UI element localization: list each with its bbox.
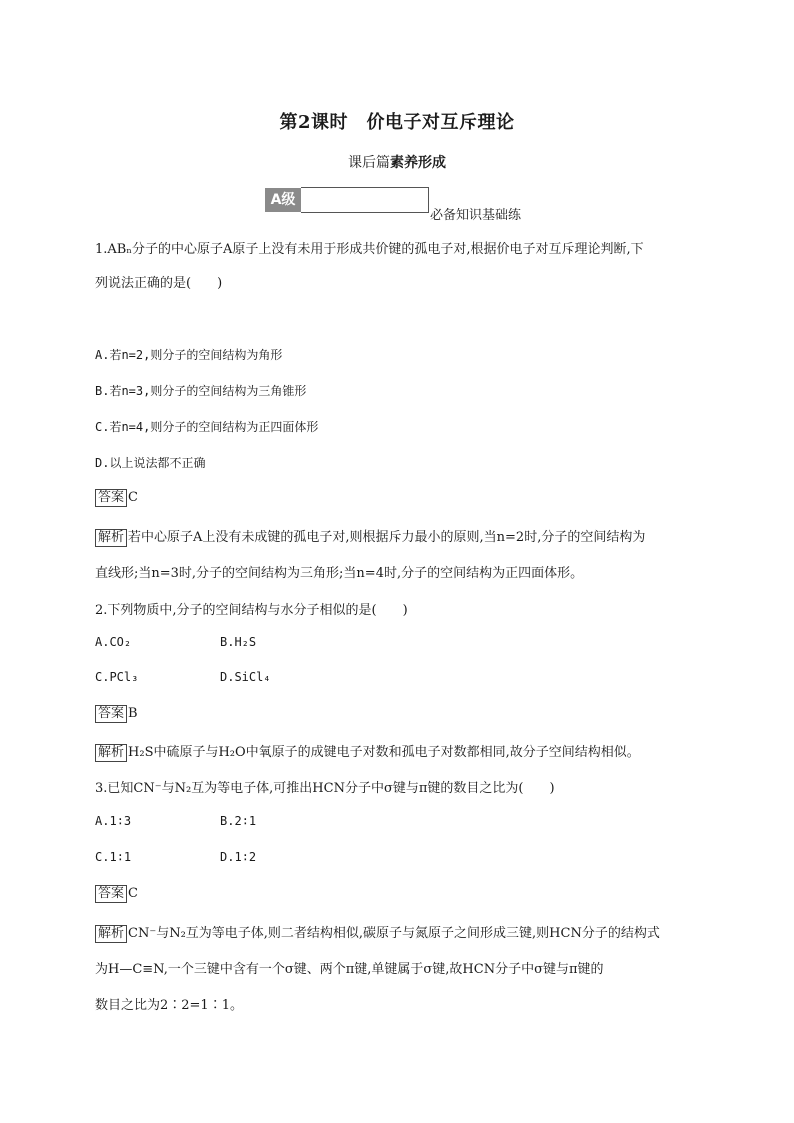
q3-analysis-line3: 数目之比为2∶2=1∶1。 [95,998,243,1013]
q3-answer [95,885,138,903]
q3-stem-line1: 3.已知CN⁻与N₂互为等电子体,可推出HCN分子中σ键与π键的数目之比为( ) [95,781,555,796]
answer-value: C [128,886,138,901]
level-badge: A级 [265,188,301,212]
answer-label: 答案 [95,885,127,903]
q2-analysis-line1 [95,741,640,762]
level-text: 必备知识基础练 [430,208,522,223]
answer-value: B [128,706,138,721]
analysis-text: CN⁻与N₂互为等电子体,则二者结构相似,碳原子与氮原子之间形成三键,则HCN分子的结构式 [128,926,660,941]
q2-option-a: A.CO₂ [95,635,132,649]
q3-analysis-line1 [95,922,660,943]
analysis-text: 若中心原子A上没有未成键的孤电子对,则根据斥力最小的原则,当n=2时,分子的空间结构为 [128,530,646,545]
q2-option-c: C.PCl₃ [95,670,139,684]
q1-option-b: B.若n=3,则分子的空间结构为三角锥形 [95,384,307,398]
analysis-label: 解析 [95,925,127,943]
q3-option-c: C.1∶1 [95,850,132,864]
analysis-text: H₂S中硫原子与H₂O中氧原子的成键电子对数和孤电子对数都相同,故分子空间结构相似。 [128,745,640,760]
q1-option-c: C.若n=4,则分子的空间结构为正四面体形 [95,420,319,434]
subtitle-plain: 课后篇 [348,155,390,171]
level-box [301,187,429,213]
q3-analysis-line2: 为H—C≡N,一个三键中含有一个σ键、两个π键,单键属于σ键,故HCN分子中σ键与π键的 [95,962,604,977]
answer-value: C [128,490,138,505]
q3-options-row1 [95,814,395,828]
answer-label: 答案 [95,489,127,507]
page-subtitle [0,152,794,172]
q1-stem-line2: 列说法正确的是( ) [95,276,223,291]
q1-option-a: A.若n=2,则分子的空间结构为角形 [95,348,283,362]
page-title: 第2课时 价电子对互斥理论 [279,112,515,133]
q2-option-b: B.H₂S [220,635,257,649]
q2-option-d: D.SiCl₄ [220,670,271,684]
q2-answer [95,705,138,723]
q3-option-a: A.1∶3 [95,814,132,828]
q2-options-row1 [95,635,395,649]
q1-stem-line1: 1.ABₙ分子的中心原子A原子上没有未用于形成共价键的孤电子对,根据价电子对互斥理论判断,下 [95,242,644,257]
q2-stem-line1: 2.下列物质中,分子的空间结构与水分子相似的是( ) [95,603,408,618]
analysis-label: 解析 [95,744,127,762]
q1-answer [95,489,138,507]
q1-analysis-line2: 直线形;当n=3时,分子的空间结构为三角形;当n=4时,分子的空间结构为正四面体形。 [95,566,584,581]
answer-label: 答案 [95,705,127,723]
q3-options-row2 [95,850,395,864]
q1-analysis-line1 [95,526,645,547]
q1-option-d: D.以上说法都不正确 [95,456,206,470]
q3-option-d: D.1∶2 [220,850,257,864]
q3-option-b: B.2∶1 [220,814,257,828]
subtitle-bold: 素养形成 [390,155,446,171]
q2-options-row2 [95,670,395,684]
analysis-label: 解析 [95,529,127,547]
